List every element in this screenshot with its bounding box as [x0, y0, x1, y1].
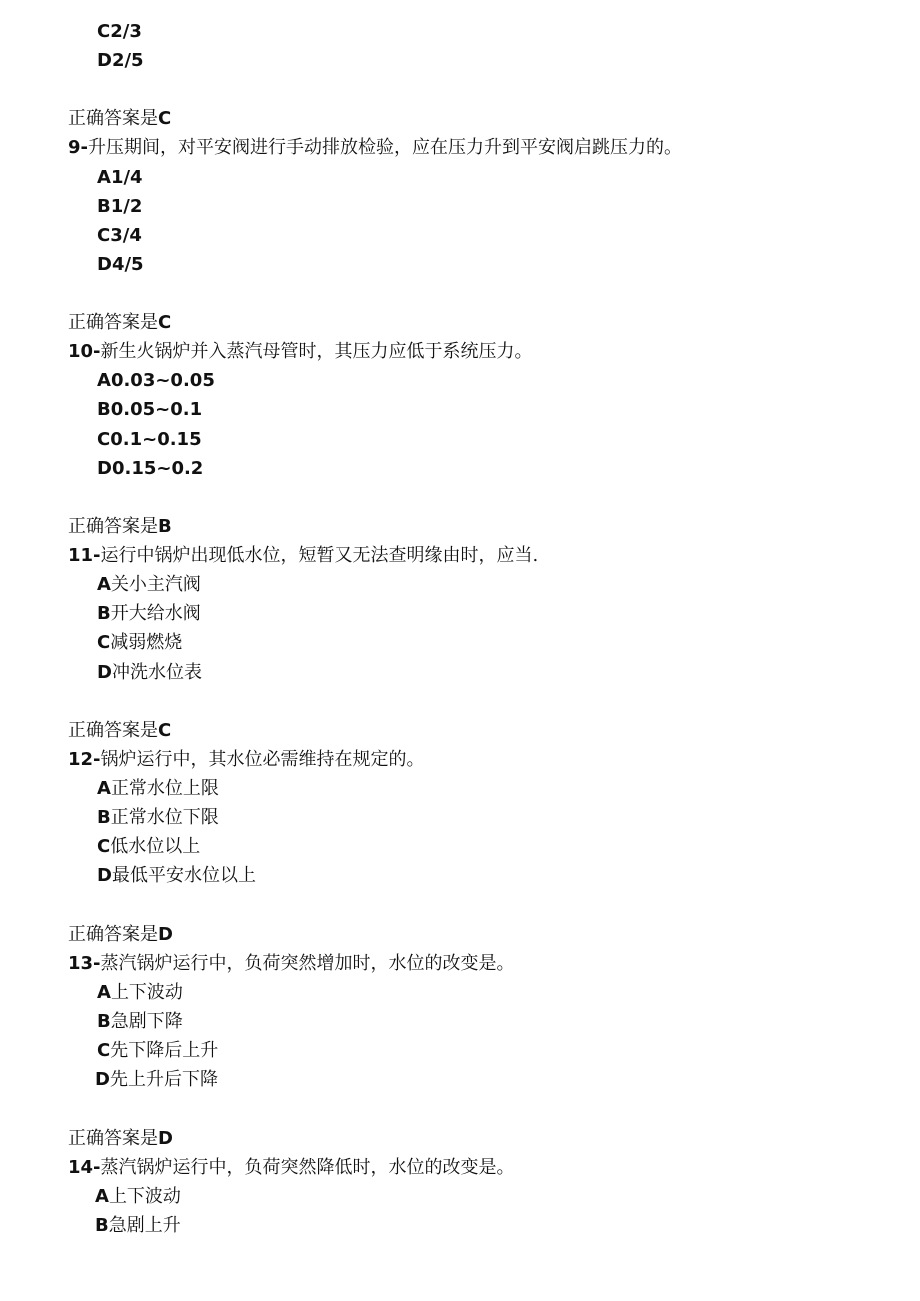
option-text: 1/2	[110, 196, 143, 217]
option-letter: D	[97, 662, 112, 683]
option-line	[95, 1182, 181, 1211]
option-line	[97, 250, 144, 279]
option-text: 冲洗水位表	[111, 662, 202, 683]
answer-letter: C	[158, 720, 172, 741]
answer-line	[68, 1124, 173, 1153]
option-text: 减弱燃烧	[110, 632, 183, 653]
question-text: 蒸汽锅炉运行中，负荷突然增加时，水位的改变是。	[100, 953, 515, 974]
option-text: 0.05~0.1	[110, 399, 203, 420]
option-text: 最低平安水位以上	[111, 865, 256, 886]
option-text: 急剧上升	[108, 1215, 181, 1236]
option-letter: D	[97, 50, 112, 71]
option-letter: A	[97, 982, 111, 1003]
answer-prefix: 正确答案是	[68, 516, 158, 537]
option-line	[97, 628, 182, 657]
option-text: 上下波动	[108, 1186, 181, 1207]
question-line	[68, 1153, 515, 1182]
option-letter: C	[97, 836, 111, 857]
option-line	[95, 1211, 181, 1240]
answer-line	[68, 920, 173, 949]
option-letter: C	[97, 225, 111, 246]
question-text: 锅炉运行中，其水位必需维持在规定的。	[100, 749, 425, 770]
option-text: 先上升后下降	[109, 1069, 218, 1090]
question-number: 10-	[68, 341, 101, 362]
option-text: 开大给水阀	[110, 603, 201, 624]
question-number: 11-	[68, 545, 101, 566]
option-text: 0.15~0.2	[111, 458, 204, 479]
answer-prefix: 正确答案是	[68, 720, 158, 741]
answer-line	[68, 716, 171, 745]
option-line	[97, 366, 215, 395]
option-letter: D	[97, 865, 112, 886]
option-line	[97, 163, 143, 192]
answer-line	[68, 512, 172, 541]
question-number: 13-	[68, 953, 101, 974]
option-letter: A	[97, 778, 111, 799]
option-text: 0.1~0.15	[110, 429, 202, 450]
answer-line	[68, 308, 171, 337]
option-text: 2/3	[110, 21, 142, 42]
option-text: 关小主汽阀	[110, 574, 201, 595]
question-line	[68, 541, 538, 570]
option-letter: A	[97, 574, 111, 595]
option-line	[97, 1036, 218, 1065]
answer-letter: D	[158, 924, 173, 945]
option-line	[97, 46, 144, 75]
option-line	[97, 425, 202, 454]
option-letter: C	[97, 429, 111, 450]
question-text: 蒸汽锅炉运行中，负荷突然降低时，水位的改变是。	[100, 1157, 515, 1178]
question-line	[68, 949, 515, 978]
option-text: 上下波动	[110, 982, 183, 1003]
option-line	[95, 1065, 218, 1094]
option-line	[97, 192, 142, 221]
option-letter: B	[97, 807, 111, 828]
question-number: 9-	[68, 137, 88, 158]
option-letter: A	[97, 370, 111, 391]
option-line	[97, 978, 183, 1007]
option-text: 急剧下降	[110, 1011, 183, 1032]
option-text: 0.03~0.05	[110, 370, 215, 391]
option-letter: B	[95, 1215, 109, 1236]
answer-letter: C	[158, 108, 172, 129]
option-text: 低水位以上	[110, 836, 201, 857]
option-line	[97, 570, 201, 599]
option-letter: B	[97, 196, 111, 217]
answer-prefix: 正确答案是	[68, 1128, 158, 1149]
answer-prefix: 正确答案是	[68, 108, 158, 129]
answer-letter: C	[158, 312, 172, 333]
option-text: 正常水位上限	[110, 778, 219, 799]
question-number: 12-	[68, 749, 101, 770]
option-line	[97, 774, 219, 803]
question-text: 升压期间，对平安阀进行手动排放检验，应在压力升到平安阀启跳压力的。	[88, 137, 682, 158]
option-letter: C	[97, 21, 111, 42]
option-text: 先下降后上升	[110, 1040, 219, 1061]
option-letter: C	[97, 632, 111, 653]
option-line	[97, 221, 142, 250]
option-line	[97, 658, 202, 687]
option-line	[97, 395, 202, 424]
option-line	[97, 599, 201, 628]
option-text: 1/4	[110, 167, 143, 188]
option-letter: C	[97, 1040, 111, 1061]
question-text: 运行中锅炉出现低水位，短暂又无法查明缘由时，应当.	[100, 545, 539, 566]
option-letter: D	[95, 1069, 110, 1090]
option-letter: D	[97, 254, 112, 275]
option-text: 2/5	[111, 50, 144, 71]
option-text: 4/5	[111, 254, 144, 275]
option-line	[97, 1007, 183, 1036]
question-line	[68, 133, 682, 162]
question-number: 14-	[68, 1157, 101, 1178]
answer-letter: D	[158, 1128, 173, 1149]
option-letter: B	[97, 399, 111, 420]
answer-prefix: 正确答案是	[68, 924, 158, 945]
option-line	[97, 832, 200, 861]
question-line	[68, 745, 425, 774]
option-letter: A	[95, 1186, 109, 1207]
option-text: 3/4	[110, 225, 142, 246]
option-letter: B	[97, 603, 111, 624]
option-letter: B	[97, 1011, 111, 1032]
option-line	[97, 17, 142, 46]
option-letter: D	[97, 458, 112, 479]
answer-prefix: 正确答案是	[68, 312, 158, 333]
question-text: 新生火锅炉并入蒸汽母管时，其压力应低于系统压力。	[100, 341, 533, 362]
option-line	[97, 803, 219, 832]
option-line	[97, 861, 256, 890]
answer-letter: B	[158, 516, 172, 537]
question-line	[68, 337, 533, 366]
option-line	[97, 454, 203, 483]
option-letter: A	[97, 167, 111, 188]
answer-line	[68, 104, 171, 133]
option-text: 正常水位下限	[110, 807, 219, 828]
